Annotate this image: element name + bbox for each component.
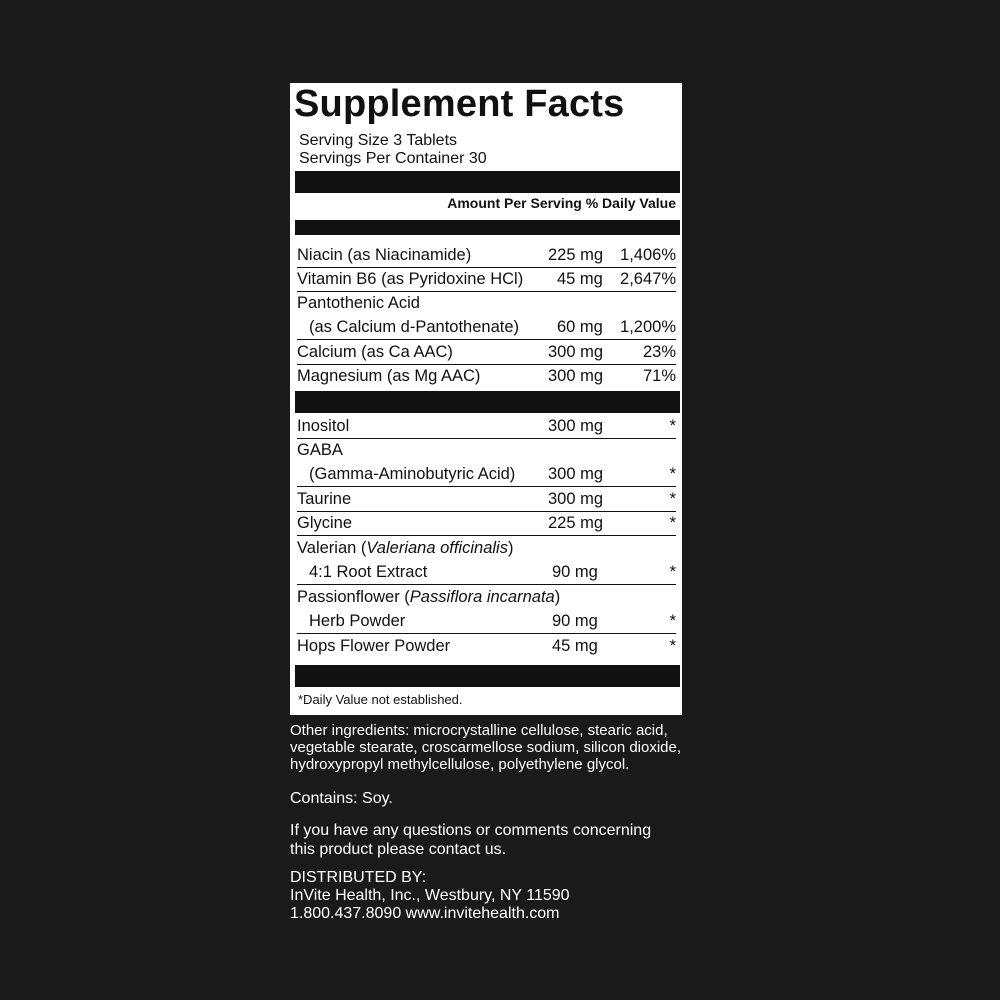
ingredient-name: Glycine: [297, 514, 353, 532]
ingredient-name-detail: (Gamma-Aminobutyric Acid): [309, 465, 516, 483]
nutrient-name: Niacin (as Niacinamide): [297, 246, 472, 264]
nutrient-row-continued: [297, 318, 676, 340]
contact-note-line: this product please contact us.: [290, 841, 507, 858]
ingredient-dv: *: [669, 490, 676, 508]
ingredient-name: Hops Flower Powder: [297, 637, 451, 655]
ingredient-amount: 300 mg: [548, 490, 604, 508]
allergen-statement: Contains: Soy.: [290, 790, 393, 807]
distributor-heading: DISTRIBUTED BY:: [290, 869, 427, 886]
nutrient-amount: 45 mg: [557, 270, 603, 288]
supplement-facts-panel: [290, 83, 682, 715]
ingredient-row-continued: [297, 465, 676, 487]
nutrient-row: [297, 343, 676, 365]
ingredient-name: Inositol: [297, 417, 350, 435]
other-ingredients-line: vegetable stearate, croscarmellose sodium, silicon dioxide,: [290, 739, 682, 756]
nutrient-name: Magnesium (as Mg AAC): [297, 367, 481, 385]
ingredient-row: [297, 637, 676, 659]
ingredient-row: [297, 417, 676, 439]
nutrient-name: Vitamin B6 (as Pyridoxine HCl): [297, 270, 524, 288]
ingredient-row: [297, 441, 676, 463]
ingredient-name: GABA: [297, 441, 343, 459]
thick-divider: [295, 665, 680, 687]
nutrient-name: Calcium (as Ca AAC): [297, 343, 453, 361]
ingredient-row: [297, 514, 676, 536]
thick-divider: [295, 220, 680, 235]
ingredient-dv: *: [669, 514, 676, 532]
nutrient-dv: 71%: [642, 367, 676, 385]
footnote: *Daily Value not established.: [298, 692, 463, 707]
nutrient-amount: 300 mg: [548, 343, 604, 361]
serving-size: Serving Size 3 Tablets: [299, 132, 458, 149]
thick-divider: [295, 391, 680, 413]
ingredient-dv: *: [669, 465, 676, 483]
servings-per-container: Servings Per Container 30: [299, 150, 487, 167]
nutrient-amount: 300 mg: [548, 367, 604, 385]
ingredient-amount: 45 mg: [552, 637, 598, 655]
nutrient-dv: 1,200%: [620, 318, 676, 336]
ingredient-name: Valerian (Valeriana officinalis): [297, 539, 514, 557]
amount-per-serving-header: Amount Per Serving % Daily Value: [447, 195, 676, 211]
nutrient-name: Pantothenic Acid: [297, 294, 420, 312]
other-ingredients: [290, 722, 681, 773]
ingredient-name: Passionflower (Passiflora incarnata): [297, 588, 561, 606]
other-ingredients-line: Other ingredients: microcrystalline cellulose, stearic acid,: [290, 722, 668, 739]
nutrient-dv: 2,647%: [620, 270, 676, 288]
nutrient-row: [297, 270, 676, 292]
nutrient-amount: 60 mg: [557, 318, 603, 336]
nutrient-name-detail: (as Calcium d-Pantothenate): [309, 318, 520, 336]
ingredient-dv: *: [669, 637, 676, 655]
ingredient-row: [297, 490, 676, 512]
nutrient-row: [297, 294, 676, 316]
ingredient-amount: 90 mg: [552, 563, 598, 581]
ingredient-row-continued: [297, 563, 676, 585]
ingredient-dv: *: [669, 563, 676, 581]
ingredient-amount: 90 mg: [552, 612, 598, 630]
nutrient-row: [297, 367, 676, 389]
ingredient-row: [297, 588, 676, 610]
nutrient-dv: 23%: [642, 343, 676, 361]
ingredient-row-continued: [297, 612, 676, 634]
distributor-address: InVite Health, Inc., Westbury, NY 11590: [290, 887, 570, 904]
nutrient-row: [297, 246, 676, 268]
ingredient-name: Taurine: [297, 490, 352, 508]
thick-divider: [295, 171, 680, 193]
ingredient-row: [297, 539, 676, 561]
distributor-info: [290, 869, 570, 923]
contact-note-line: If you have any questions or comments concerning: [290, 822, 652, 839]
contact-note: [290, 821, 651, 859]
nutrient-amount: 225 mg: [548, 246, 604, 264]
ingredient-dv: *: [669, 612, 676, 630]
ingredient-dv: *: [669, 417, 676, 435]
panel-title: Supplement Facts: [294, 83, 625, 125]
serving-info: [299, 132, 487, 168]
nutrient-dv: 1,406%: [620, 246, 676, 264]
ingredient-amount: 300 mg: [548, 465, 604, 483]
ingredient-amount: 225 mg: [548, 514, 604, 532]
distributor-contact: 1.800.437.8090 www.invitehealth.com: [290, 905, 560, 922]
ingredient-name-detail: 4:1 Root Extract: [309, 563, 428, 581]
other-ingredients-line: hydroxypropyl methylcellulose, polyethylene glycol.: [290, 756, 630, 773]
ingredient-amount: 300 mg: [548, 417, 604, 435]
ingredient-name-detail: Herb Powder: [309, 612, 406, 630]
